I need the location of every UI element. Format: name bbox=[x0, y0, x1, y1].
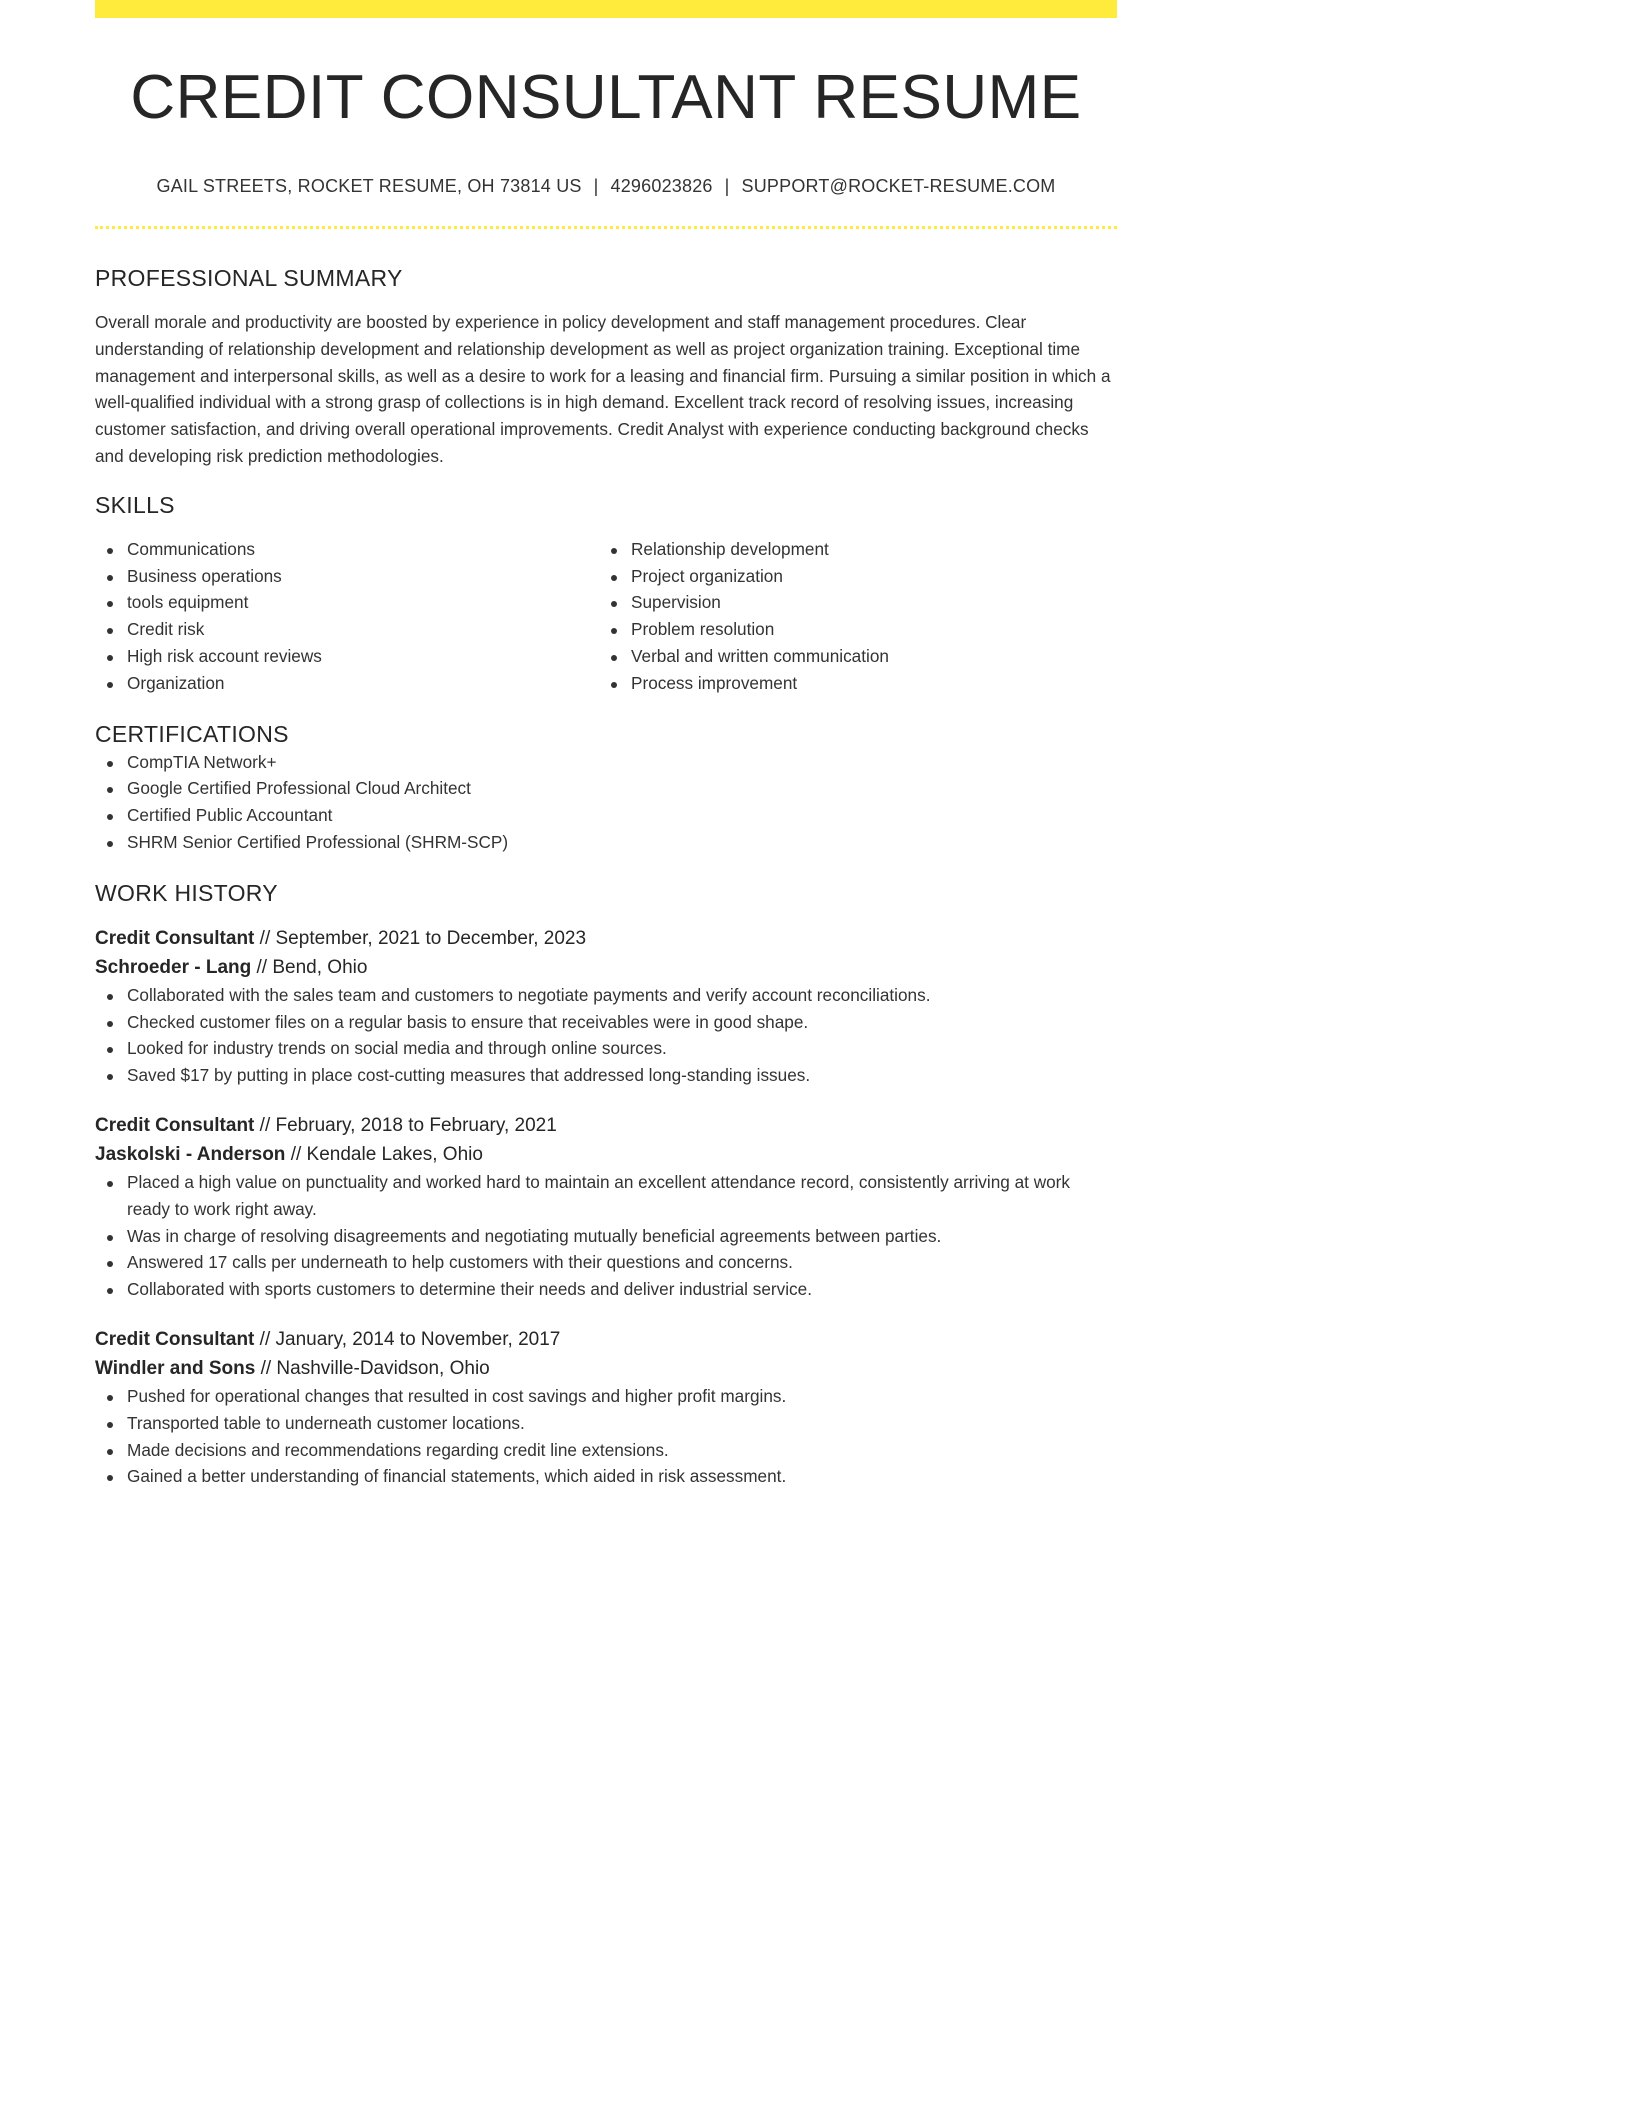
work-history-heading: WORK HISTORY bbox=[95, 879, 278, 906]
certifications-heading: CERTIFICATIONS bbox=[95, 720, 289, 747]
skill-item: Organization bbox=[95, 670, 599, 697]
job-bullet: Placed a high value on punctuality and worked hard to maintain an excellent attendance record, consistently arriving at work ready to work right away. bbox=[95, 1169, 1117, 1223]
skill-item: Problem resolution bbox=[599, 616, 1103, 643]
job-bullet: Saved $17 by putting in place cost-cutting measures that addressed long-standing issues. bbox=[95, 1062, 1117, 1089]
job-bullets bbox=[95, 982, 1117, 1089]
summary-heading: PROFESSIONAL SUMMARY bbox=[95, 265, 403, 291]
contact-email: SUPPORT@ROCKET-RESUME.COM bbox=[741, 176, 1056, 196]
skill-item: Credit risk bbox=[95, 616, 599, 643]
summary-text: Overall morale and productivity are boosted by experience in policy development and staff management procedures. Clear understanding of relationship development and relationship development as well as project organization training. Exceptional time management and interpersonal skills, as well as a desire to work for a leasing and financial firm. Pursuing a similar position in which a well-qualified individual with a strong grasp of collections is in high demand. Excellent track record of resolving issues, increasing customer satisfaction, and driving overall operational improvements. Credit Analyst with experience conducting background checks and developing risk prediction methodologies. bbox=[95, 312, 1111, 466]
job-bullet: Collaborated with sports customers to determine their needs and deliver industrial service. bbox=[95, 1276, 1117, 1303]
skills-grid bbox=[95, 536, 1117, 697]
job-bullet: Answered 17 calls per underneath to help customers with their questions and concerns. bbox=[95, 1249, 1117, 1276]
job-dates: // January, 2014 to November, 2017 bbox=[259, 1328, 561, 1350]
job-location: // Kendale Lakes, Ohio bbox=[290, 1143, 483, 1165]
certification-item: Google Certified Professional Cloud Architect bbox=[95, 775, 1117, 802]
contact-address: GAIL STREETS, ROCKET RESUME, OH 73814 US bbox=[156, 176, 582, 196]
job-bullet: Checked customer files on a regular basis to ensure that receivables were in good shape. bbox=[95, 1009, 1117, 1036]
contact-line bbox=[95, 174, 1117, 198]
job-entry bbox=[95, 1325, 1117, 1490]
job-bullets bbox=[95, 1383, 1117, 1490]
certification-item: SHRM Senior Certified Professional (SHRM-SCP) bbox=[95, 829, 1117, 856]
skill-item: Business operations bbox=[95, 563, 599, 590]
resume-page bbox=[95, 0, 1117, 1490]
contact-phone: 4296023826 bbox=[610, 176, 713, 196]
certification-item: CompTIA Network+ bbox=[95, 749, 1117, 776]
job-company: Jaskolski - Anderson bbox=[95, 1143, 286, 1165]
job-entry bbox=[95, 924, 1117, 1089]
job-location: // Bend, Ohio bbox=[256, 956, 368, 978]
certification-item: Certified Public Accountant bbox=[95, 802, 1117, 829]
job-company-line bbox=[95, 953, 1117, 982]
job-title-line bbox=[95, 1111, 1117, 1140]
skill-item: Process improvement bbox=[599, 670, 1103, 697]
job-bullet: Transported table to underneath customer locations. bbox=[95, 1410, 1117, 1437]
job-bullet: Made decisions and recommendations regarding credit line extensions. bbox=[95, 1437, 1117, 1464]
skill-item: Relationship development bbox=[599, 536, 1103, 563]
skill-item: tools equipment bbox=[95, 589, 599, 616]
skills-list-left bbox=[95, 536, 599, 697]
job-bullet: Looked for industry trends on social media and through online sources. bbox=[95, 1035, 1117, 1062]
job-bullet: Was in charge of resolving disagreements and negotiating mutually beneficial agreements between parties. bbox=[95, 1223, 1117, 1250]
dotted-divider bbox=[95, 226, 1117, 229]
skills-heading: SKILLS bbox=[95, 491, 175, 518]
contact-separator: | bbox=[724, 176, 730, 196]
page-title: CREDIT CONSULTANT RESUME bbox=[130, 63, 1082, 132]
job-title: Credit Consultant bbox=[95, 927, 255, 949]
job-bullets bbox=[95, 1169, 1117, 1303]
skill-item: Communications bbox=[95, 536, 599, 563]
skill-item: Supervision bbox=[599, 589, 1103, 616]
skill-item: High risk account reviews bbox=[95, 643, 599, 670]
skills-list-right bbox=[599, 536, 1103, 697]
job-company-line bbox=[95, 1140, 1117, 1169]
job-company: Windler and Sons bbox=[95, 1357, 256, 1379]
job-bullet: Pushed for operational changes that resulted in cost savings and higher profit margins. bbox=[95, 1383, 1117, 1410]
certifications-list bbox=[95, 749, 1117, 856]
job-location: // Nashville-Davidson, Ohio bbox=[260, 1357, 490, 1379]
job-title: Credit Consultant bbox=[95, 1328, 255, 1350]
job-bullet: Gained a better understanding of financial statements, which aided in risk assessment. bbox=[95, 1463, 1117, 1490]
job-entry bbox=[95, 1111, 1117, 1303]
skill-item: Project organization bbox=[599, 563, 1103, 590]
accent-top-bar bbox=[95, 0, 1117, 18]
job-title-line bbox=[95, 924, 1117, 953]
job-title-line bbox=[95, 1325, 1117, 1354]
job-company-line bbox=[95, 1354, 1117, 1383]
contact-separator: | bbox=[593, 176, 599, 196]
job-dates: // September, 2021 to December, 2023 bbox=[259, 927, 587, 949]
job-dates: // February, 2018 to February, 2021 bbox=[259, 1114, 557, 1136]
skill-item: Verbal and written communication bbox=[599, 643, 1103, 670]
job-company: Schroeder - Lang bbox=[95, 956, 252, 978]
job-title: Credit Consultant bbox=[95, 1114, 255, 1136]
job-bullet: Collaborated with the sales team and customers to negotiate payments and verify account reconciliations. bbox=[95, 982, 1117, 1009]
